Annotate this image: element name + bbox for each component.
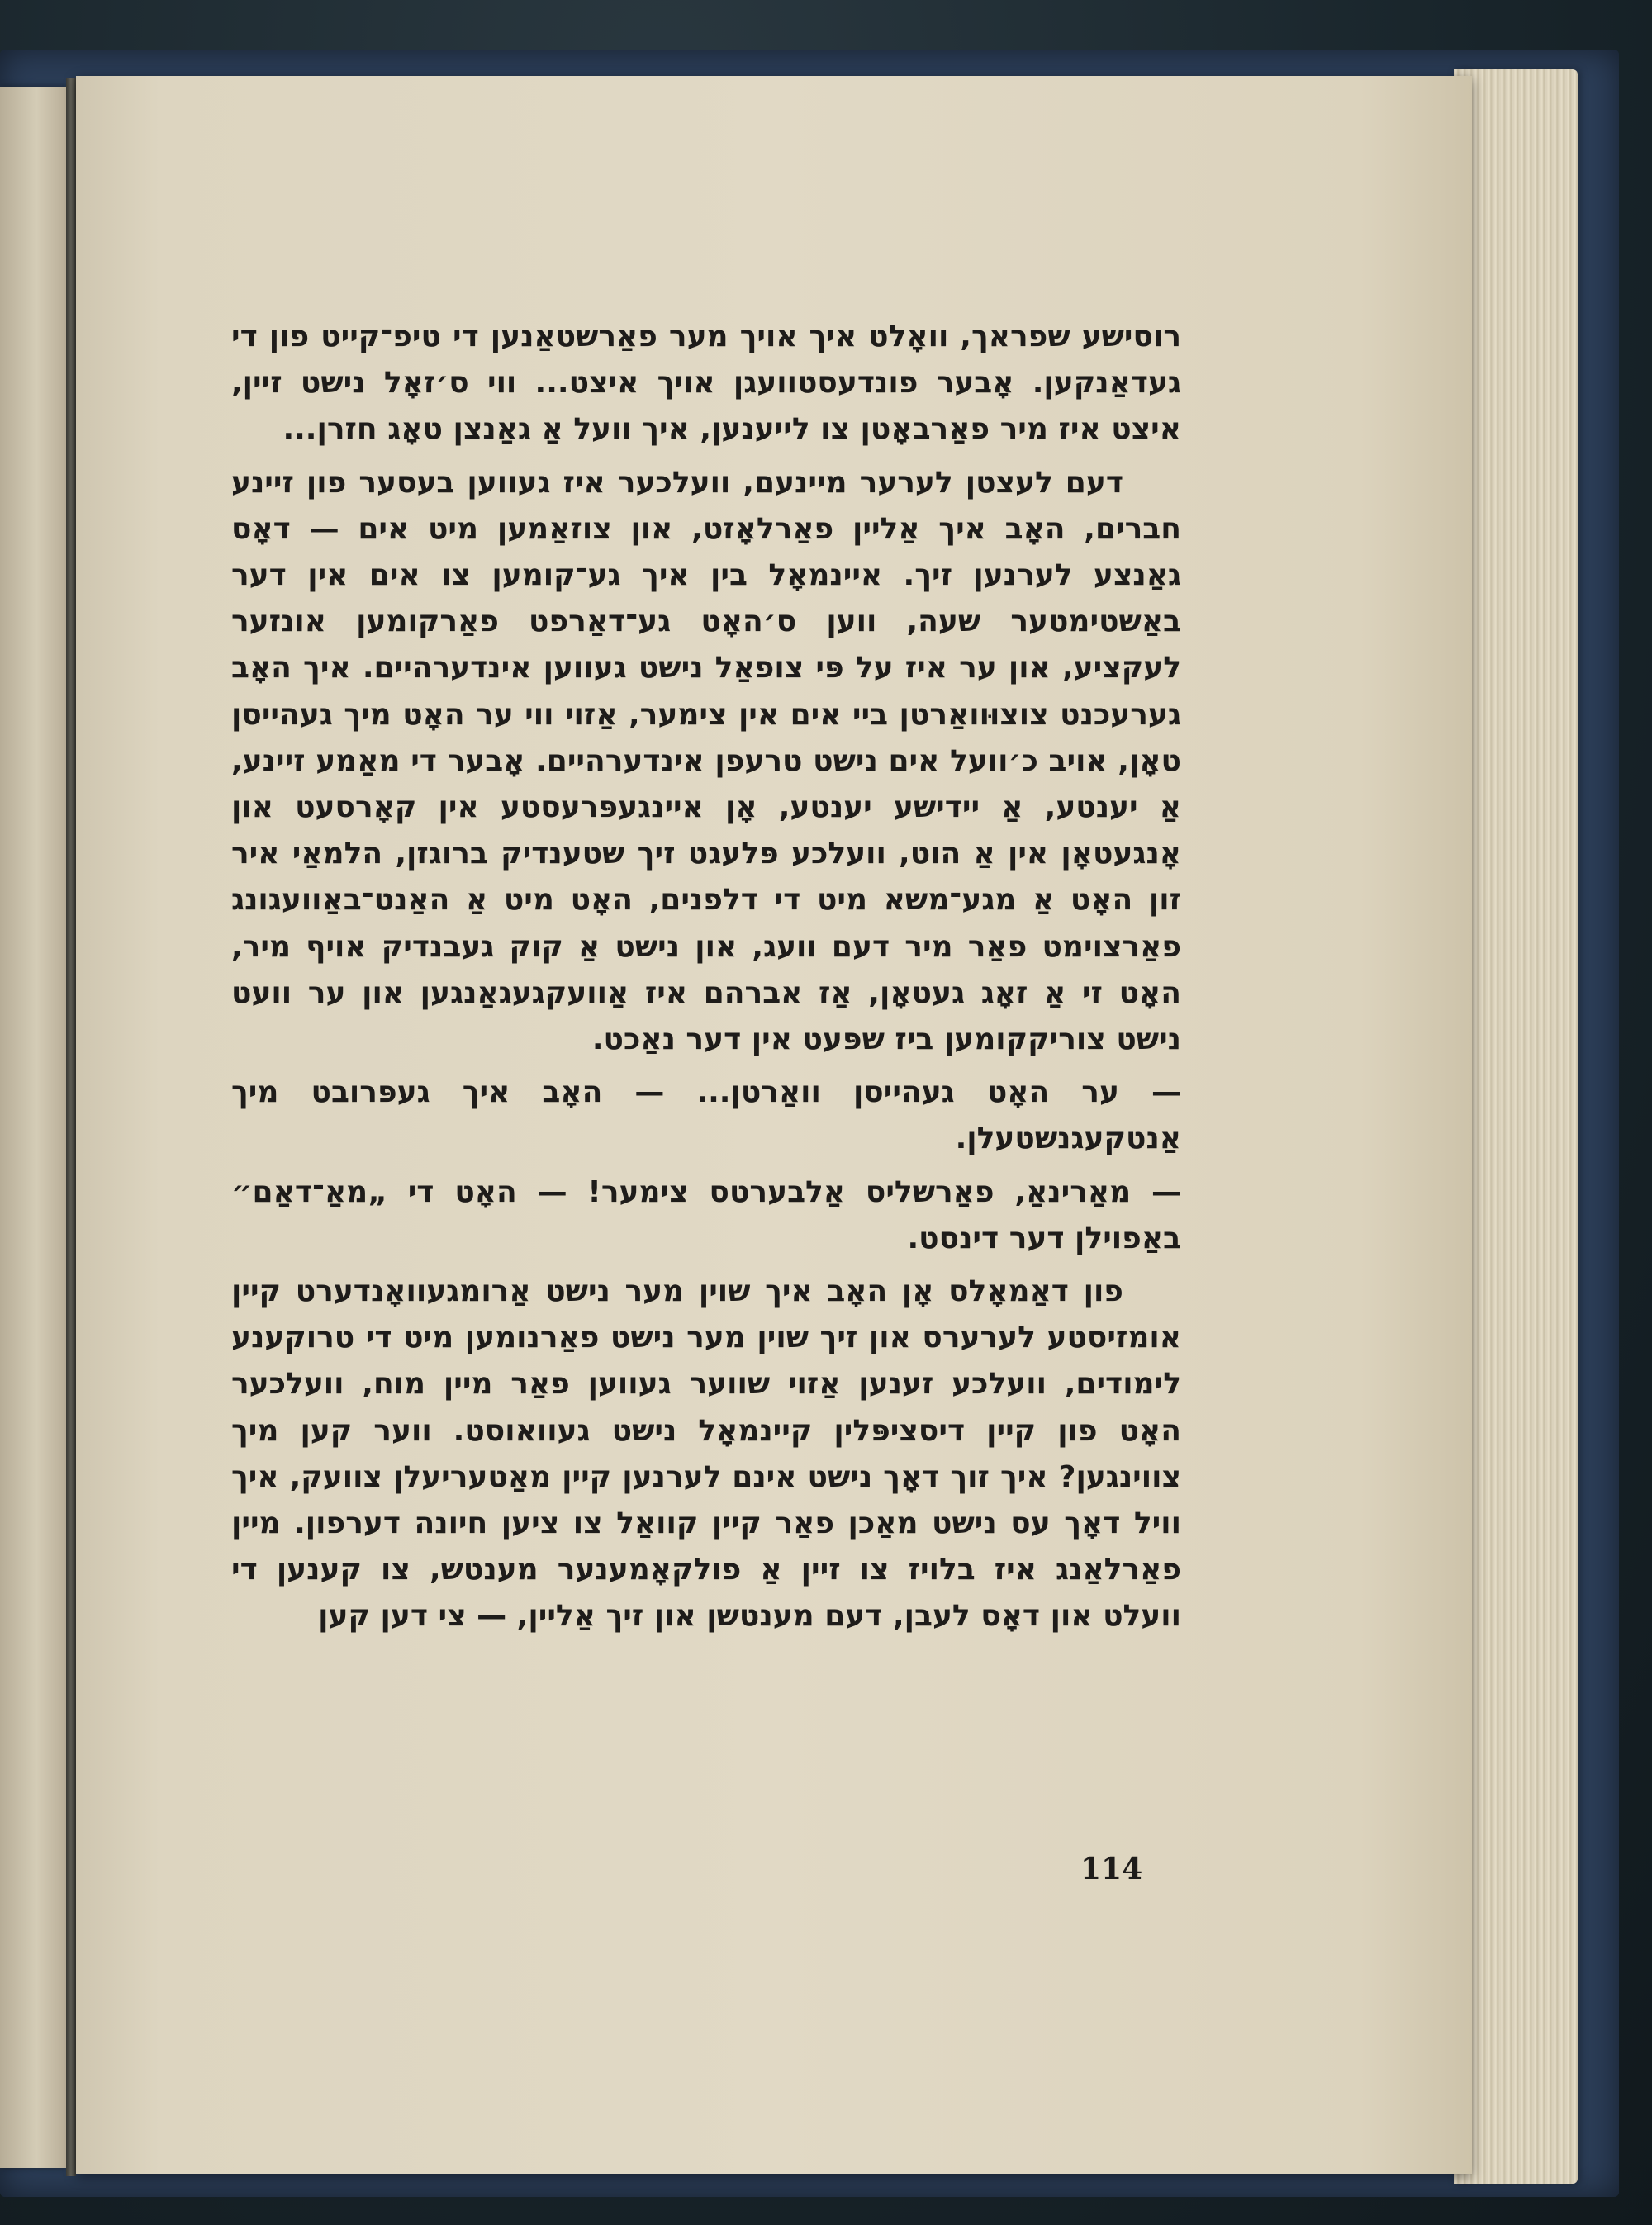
left-page-edge [0,87,66,2168]
page-number: 114 [1080,1852,1143,1886]
paragraph-2: דעם לעצטן לערער מיינעם, וועלכער איז געווען בעסער פון זיינע חברים, האָב איך אַליין פאַרלאָזט, און צוזאַמען מיט אים — דאָס גאַנצע לערנען זיך. איינמאָל בין איך גע־קומען צו אים אין דער באַשטימטער שעה, ווען ס׳האָט גע־דאַרפט פאַרקומען אונזער לעקציע, און ער איז על פּי צופאַל נישט געווען אינדערהיים. איך האָב גערעכנט צוצוּוואַרטן ביי אים אין צימער, אַזוי ווי ער האָט מיך געהייסן טאָן, אויב כ׳וועל אים נישט טרעפן אינדערהיים. אָבער די מאַמע זיינע, אַ יענטע, אַ יידישע יענטע, אָן איינגעפּרעסטע אין קאָרסעט און אָנגעטאָן אין אַ הוט, וועלכע פּלעגט זיך שטענדיק ברוגזן, הלמאַי איר זון האָט אַ מגע־משא מיט די דלפנים, האָט מיט אַ האַנט־באַוועגונג פאַרצוימט פאַר מיר דעם וועג, און נישט אַ קוק געבנדיק אויף מיר, האָט זי אַ זאָג געטאָן, אַז אברהם איז אַוועקגעגאַנגען און ער וועט נישט צוריקקומען ביז שפּעט אין דער נאַכט. [231,465,1181,1057]
paragraph-5: פון דאַמאָלס אָן האָב איך שוין מער נישט אַרומגעוואָנדערט קיין אומזיסטע לערערס און זיך שוין מער נישט פאַרנומען מיט די טרוקענע לימודים, וועלכע זענען אַזוי שווער געווען פאַר מיין מוח, וועלכער האָט פון קיין דיסציפּלין קיינמאָל נישט געוואוסט. ווער קען מיך צווינגען? איך זוך דאָך נישט אינם לערנען קיין מאַטעריעלן צוועק, איך וויל דאָך עס נישט מאַכן פאַר קיין קוואַל צו ציען חיונה דערפון. מיין פאַרלאַנג איז בלויז צו זיין אַ פולקאָמענער מענטש, צו קענען די וועלט און דאָס לעבן, דעם מענטשן און זיך אַליין, — צי דען קען [231,1274,1181,1634]
page-text [231,314,1181,1647]
page-edges [1454,69,1578,2184]
paragraph-3: — ער האָט געהייסן וואַרטן... — האָב איך געפּרובט מיך אַנטקעגנשטעלן. [231,1075,1181,1156]
paragraph-1: רוסישע שפראך, וואָלט איך אויך מער פאַרשטאַנען די טיפ־קייט פון די געדאַנקען. אָבער פונדעסטוועגן אויך איצט... ווי ס׳זאָל נישט זיין, איצט איז מיר פאַרבאָטן צו לייענען, איך וועל אַ גאַנצן טאָג חזרן... [231,320,1181,447]
book-gutter [66,78,76,2176]
paragraph-4: — מאַרינאַ, פאַרשליס אַלבערטס צימער! — האָט די „מאַ־דאַם״ באַפוילן דער דינסט. [231,1174,1181,1255]
